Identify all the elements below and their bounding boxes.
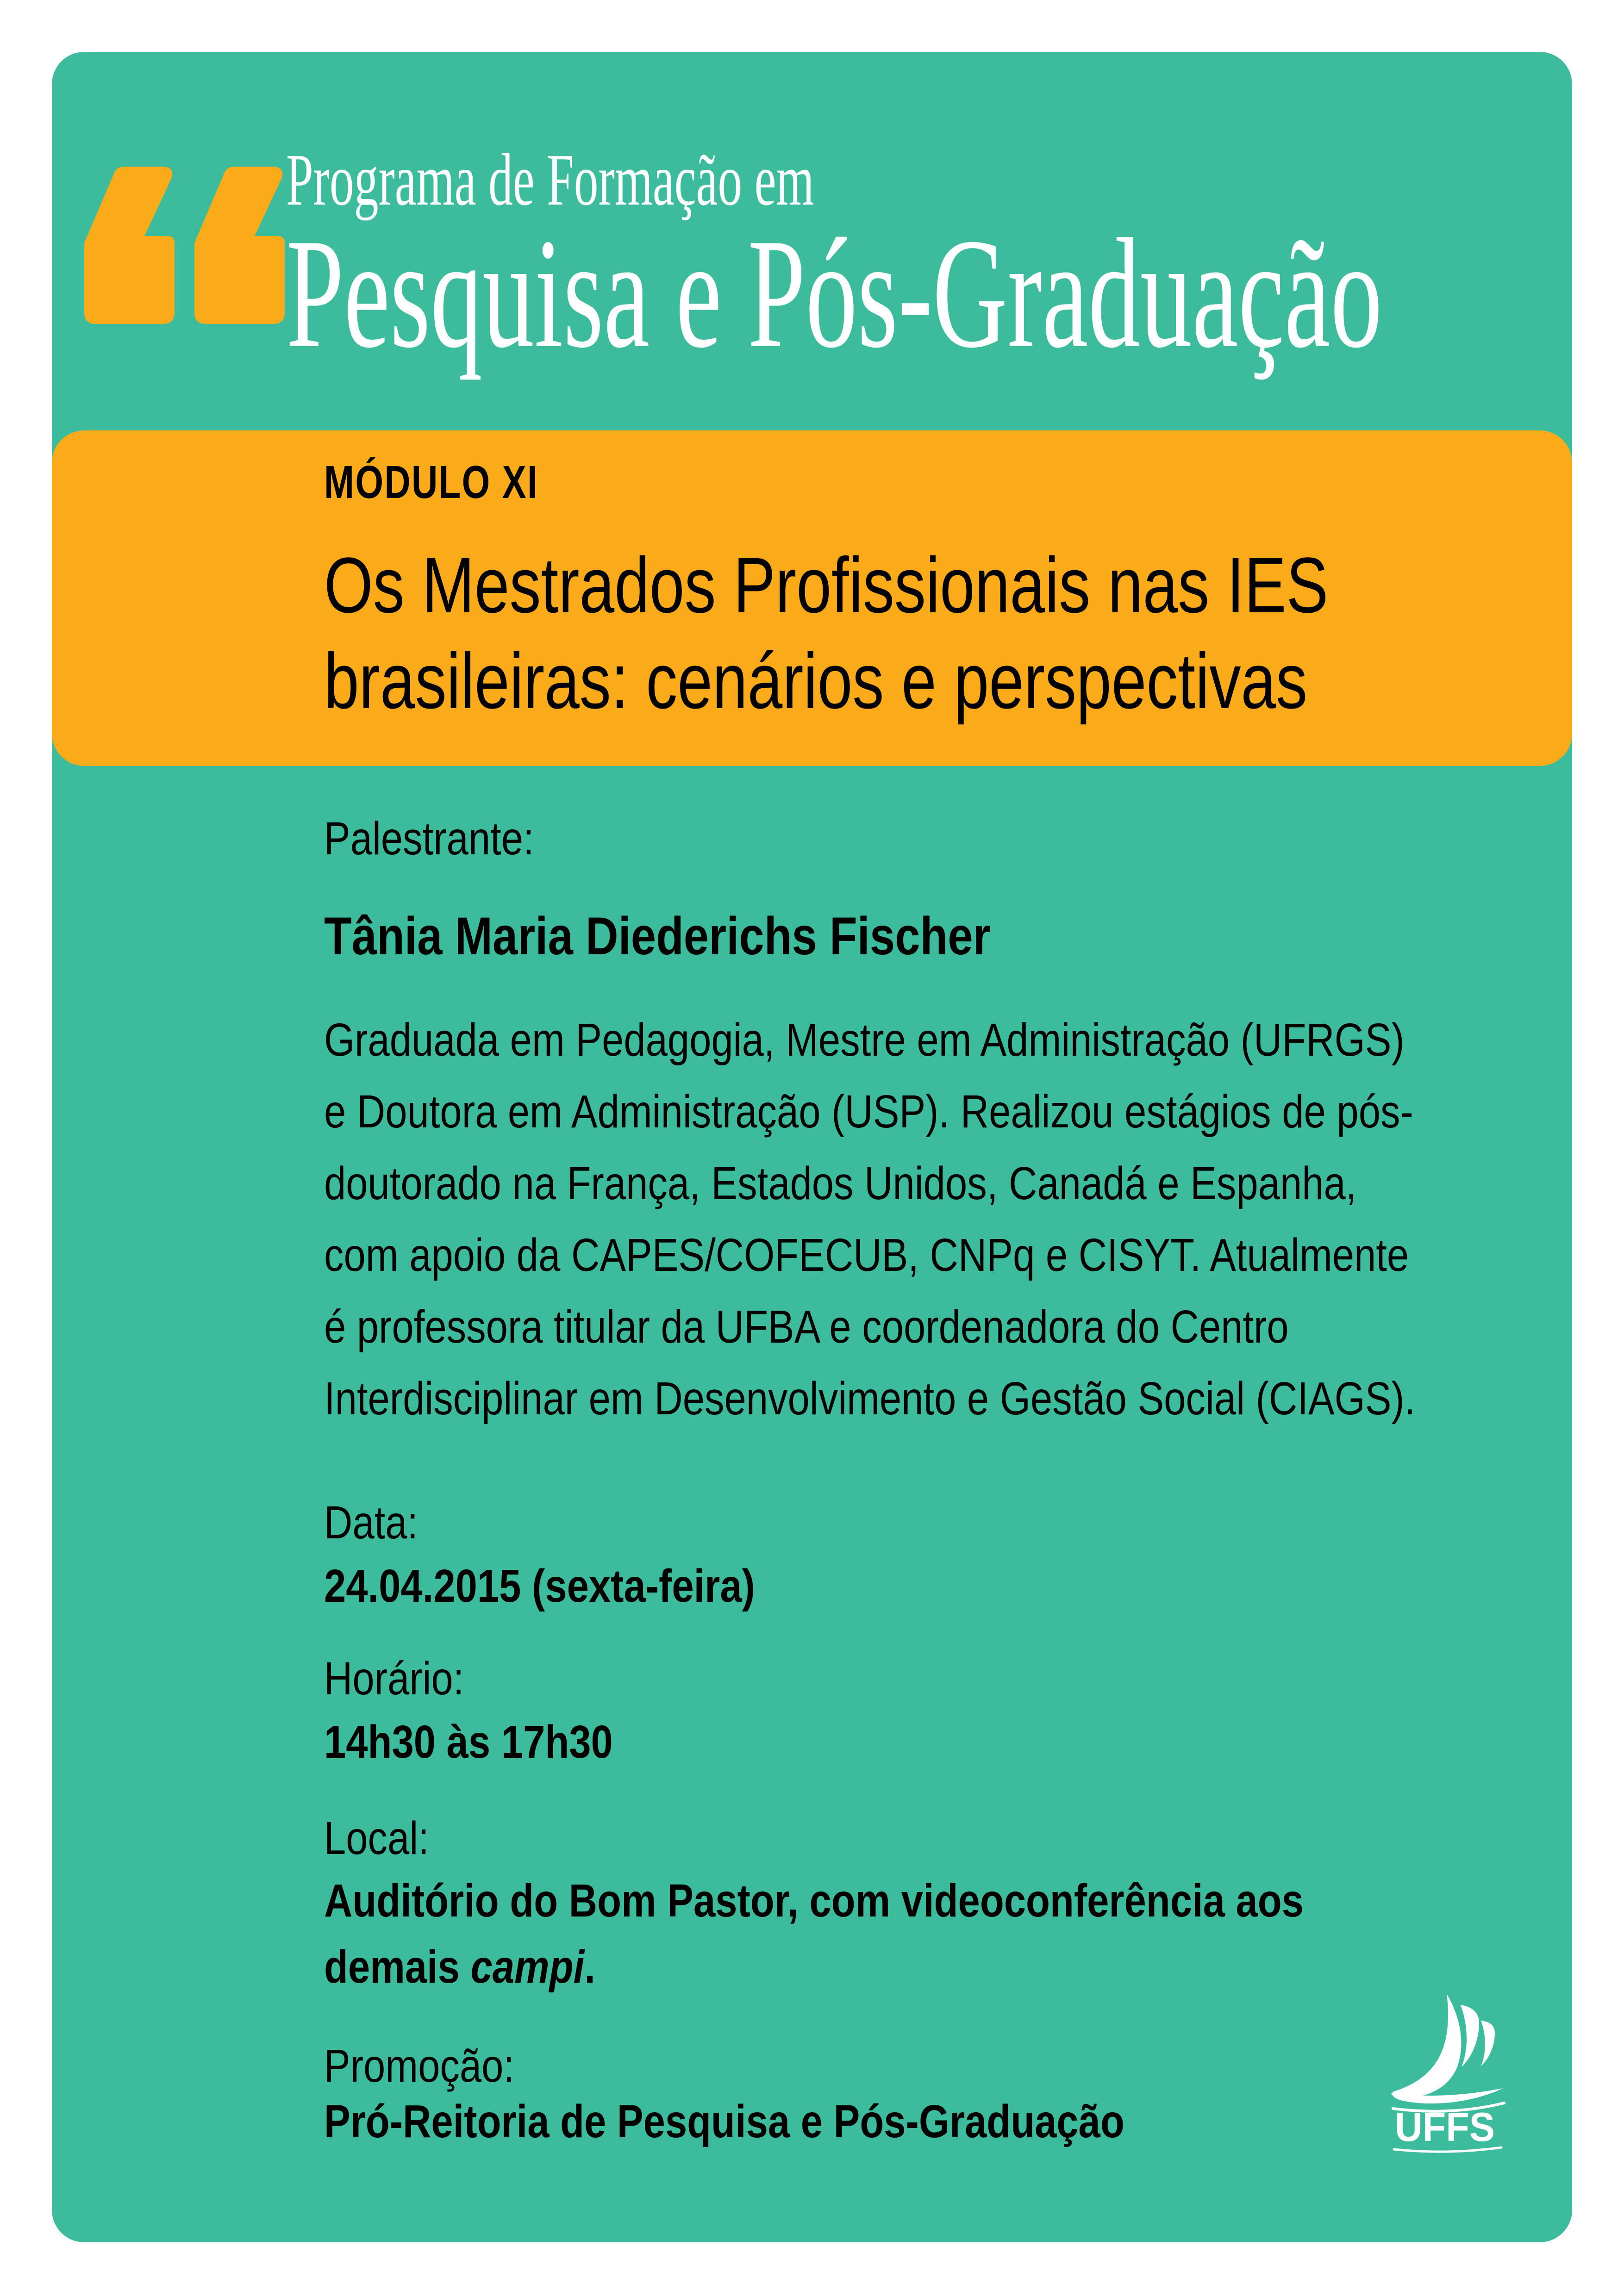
- uffs-flame-icon: [1387, 1981, 1507, 2157]
- promoter-value: Pró-Reitoria de Pesquisa e Pós-Graduação: [324, 2096, 1124, 2147]
- place-value-line2-prefix: demais: [324, 1941, 471, 1993]
- module-title-line2: brasileiras: cenários e perspectivas: [324, 637, 1308, 725]
- speaker-bio-line: Interdisciplinar em Desenvolvimento e Gestão Social (CIAGS).: [324, 1373, 1416, 1425]
- promoter-label: Promoção:: [324, 2040, 515, 2092]
- place-label: Local:: [324, 1812, 429, 1864]
- speaker-bio-line: é professora titular da UFBA e coordenadora do Centro: [324, 1301, 1289, 1353]
- module-title-line1: Os Mestrados Profissionais nas IES: [324, 541, 1329, 629]
- speaker-bio-line: doutorado na França, Estados Unidos, Canadá e Espanha,: [324, 1157, 1357, 1209]
- place-value-line2: [324, 1941, 595, 1994]
- module-label: MÓDULO XI: [324, 456, 539, 508]
- place-value-line1: Auditório do Bom Pastor, com videoconferência aos: [324, 1875, 1304, 1927]
- opening-double-quote-icon: [84, 167, 288, 329]
- module-banner: [52, 430, 1572, 766]
- module-title: [324, 538, 1328, 729]
- speaker-bio-line: e Doutora em Administração (USP). Realizou estágios de pós-: [324, 1086, 1413, 1138]
- time-label: Horário:: [324, 1653, 464, 1705]
- time-value: 14h30 às 17h30: [324, 1716, 613, 1768]
- speaker-bio-line: com apoio da CAPES/COFECUB, CNPq e CISYT. Atualmente: [324, 1229, 1409, 1281]
- place-value-line2-italic: campi: [470, 1941, 585, 1993]
- date-label: Data:: [324, 1497, 418, 1549]
- speaker-label: Palestrante:: [324, 813, 534, 865]
- header-title: Pesquisa e Pós-Graduação: [286, 206, 1383, 380]
- place-value-line2-suffix: .: [584, 1941, 595, 1993]
- speaker-bio-line: Graduada em Pedagogia, Mestre em Administração (UFRGS): [324, 1014, 1405, 1066]
- speaker-name: Tânia Maria Diederichs Fischer: [324, 907, 991, 966]
- header-kicker: Programa de Formação em: [286, 138, 814, 221]
- date-value: 24.04.2015 (sexta-feira): [324, 1560, 755, 1612]
- poster-card: [52, 52, 1572, 2242]
- uffs-logo-text: UFFS: [1395, 2104, 1495, 2150]
